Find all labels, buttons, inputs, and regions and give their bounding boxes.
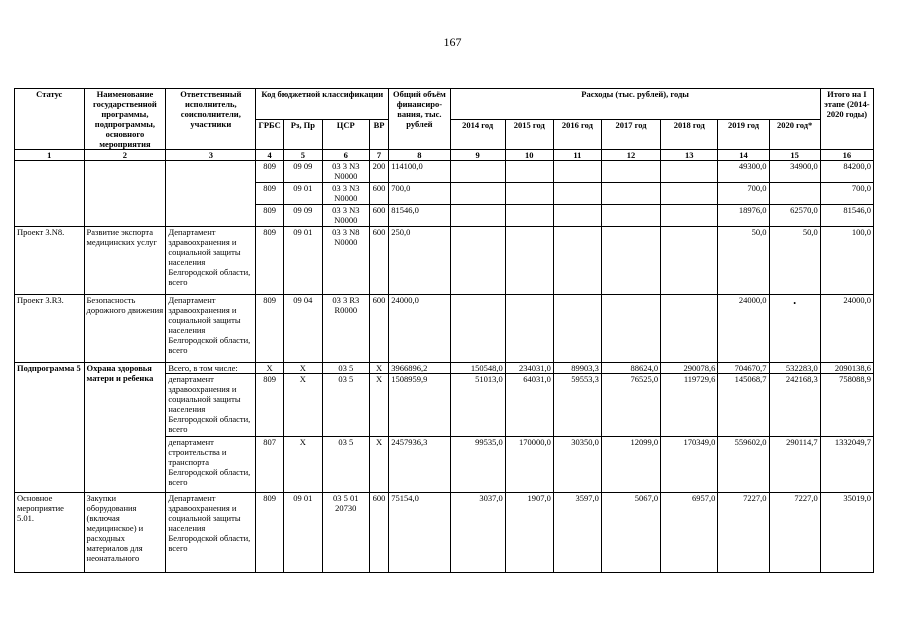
value-cell — [661, 295, 718, 363]
column-number: 10 — [505, 150, 553, 161]
csr-cell: 03 3 N3 N0000 — [322, 205, 369, 227]
rz-pr-cell: X — [283, 437, 322, 493]
value-cell — [661, 183, 718, 205]
vr-cell: 600 — [369, 493, 388, 573]
column-number: 4 — [256, 150, 284, 161]
value-cell: 5067,0 — [601, 493, 660, 573]
rz-pr-cell: 09 04 — [283, 295, 322, 363]
table-row — [15, 295, 874, 363]
column-number: 7 — [369, 150, 388, 161]
column-number-row — [15, 150, 874, 161]
value-cell: 49300,0 — [718, 161, 769, 183]
value-cell — [505, 161, 553, 183]
value-cell: 1907,0 — [505, 493, 553, 573]
rz-pr-cell: 09 01 — [283, 183, 322, 205]
program-name-cell: Безопасность дорожного движения — [84, 295, 166, 363]
value-cell — [601, 161, 660, 183]
header-year-2016: 2016 год — [553, 119, 601, 150]
executor-cell: департамент здравоохранения и социальной защиты населения Белгородской области, всего — [166, 374, 256, 437]
executor-cell: Департамент здравоохранения и социальной защиты населения Белгородской области, всего — [166, 227, 256, 295]
value-cell — [661, 205, 718, 227]
value-cell: 30350,0 — [553, 437, 601, 493]
column-number: 8 — [389, 150, 450, 161]
value-cell — [661, 227, 718, 295]
header-csr: ЦСР — [322, 119, 369, 150]
value-cell: 119729,6 — [661, 374, 718, 437]
grbs-cell: 809 — [256, 295, 284, 363]
header-rz-pr: Рз, Пр — [283, 119, 322, 150]
vr-cell: 200 — [369, 161, 388, 183]
value-cell: 99535,0 — [450, 437, 505, 493]
value-cell: 290078,6 — [661, 363, 718, 374]
csr-cell: 03 5 01 20730 — [322, 493, 369, 573]
column-number: 2 — [84, 150, 166, 161]
csr-cell: 03 5 — [322, 363, 369, 374]
vr-cell: 600 — [369, 295, 388, 363]
value-cell: 62570,0 — [769, 205, 820, 227]
status-cell: Проект 3.N8. — [15, 227, 85, 295]
value-cell — [553, 227, 601, 295]
csr-cell: 03 3 R3 R0000 — [322, 295, 369, 363]
value-cell — [450, 161, 505, 183]
table-row — [15, 363, 874, 374]
value-cell — [601, 205, 660, 227]
stage-total-cell: 700,0 — [820, 183, 873, 205]
value-cell: 150548,0 — [450, 363, 505, 374]
stage-total-cell: 24000,0 — [820, 295, 873, 363]
value-cell: 700,0 — [718, 183, 769, 205]
value-cell: 532283,0 — [769, 363, 820, 374]
value-cell — [505, 227, 553, 295]
column-number: 3 — [166, 150, 256, 161]
header-executor: Ответственный исполнитель, соисполнители, участники — [166, 89, 256, 150]
value-cell — [505, 183, 553, 205]
status-cell — [15, 161, 85, 227]
total-cell: 1508959,9 — [389, 374, 450, 437]
header-expenses: Расходы (тыс. рублей), годы — [450, 89, 820, 120]
value-cell: 234031,0 — [505, 363, 553, 374]
total-cell: 114100,0 — [389, 161, 450, 183]
column-number: 14 — [718, 150, 769, 161]
table-row — [15, 161, 874, 183]
value-cell: 559602,0 — [718, 437, 769, 493]
vr-cell: 600 — [369, 183, 388, 205]
value-cell: 3597,0 — [553, 493, 601, 573]
vr-cell: X — [369, 437, 388, 493]
rz-pr-cell: 09 09 — [283, 161, 322, 183]
rz-pr-cell: 09 01 — [283, 493, 322, 573]
stage-total-cell: 2090138,6 — [820, 363, 873, 374]
value-cell: 7227,0 — [718, 493, 769, 573]
csr-cell: 03 5 — [322, 374, 369, 437]
column-number: 11 — [553, 150, 601, 161]
column-number: 15 — [769, 150, 820, 161]
value-cell: 3037,0 — [450, 493, 505, 573]
value-cell: 51013,0 — [450, 374, 505, 437]
vr-cell: 600 — [369, 227, 388, 295]
total-cell: 3966896,2 — [389, 363, 450, 374]
rz-pr-cell: 09 09 — [283, 205, 322, 227]
value-cell — [769, 295, 820, 363]
value-cell — [601, 295, 660, 363]
header-year-2014: 2014 год — [450, 119, 505, 150]
csr-cell: 03 3 N3 N0000 — [322, 183, 369, 205]
budget-table — [14, 88, 874, 573]
value-cell: 24000,0 — [718, 295, 769, 363]
grbs-cell: 809 — [256, 161, 284, 183]
stage-total-cell: 1332049,7 — [820, 437, 873, 493]
column-number: 9 — [450, 150, 505, 161]
value-cell — [553, 205, 601, 227]
header-vr: ВР — [369, 119, 388, 150]
stage-total-cell: 100,0 — [820, 227, 873, 295]
program-name-cell — [84, 161, 166, 227]
column-number: 6 — [322, 150, 369, 161]
value-cell: 170000,0 — [505, 437, 553, 493]
header-year-2019: 2019 год — [718, 119, 769, 150]
total-cell: 2457936,3 — [389, 437, 450, 493]
value-cell: 290114,7 — [769, 437, 820, 493]
rz-pr-cell: X — [283, 374, 322, 437]
total-cell: 700,0 — [389, 183, 450, 205]
value-cell: 50,0 — [769, 227, 820, 295]
value-cell: 64031,0 — [505, 374, 553, 437]
vr-cell: X — [369, 374, 388, 437]
vr-cell: 600 — [369, 205, 388, 227]
value-cell — [450, 205, 505, 227]
grbs-cell: 809 — [256, 183, 284, 205]
program-name-cell: Охрана здоровья матери и ребенка — [84, 363, 166, 493]
value-cell: 170349,0 — [661, 437, 718, 493]
csr-cell: 03 3 N8 N0000 — [322, 227, 369, 295]
grbs-cell: 809 — [256, 374, 284, 437]
csr-cell: 03 5 — [322, 437, 369, 493]
value-cell: 18976,0 — [718, 205, 769, 227]
grbs-cell: 807 — [256, 437, 284, 493]
value-cell: 7227,0 — [769, 493, 820, 573]
status-cell: Основное мероприятие 5.01. — [15, 493, 85, 573]
grbs-cell: 809 — [256, 205, 284, 227]
grbs-cell: X — [256, 363, 284, 374]
value-cell: 89903,3 — [553, 363, 601, 374]
value-cell: 704670,7 — [718, 363, 769, 374]
value-cell: 12099,0 — [601, 437, 660, 493]
executor-cell: Всего, в том числе: — [166, 363, 256, 374]
executor-cell: Департамент здравоохранения и социальной защиты населения Белгородской области, всего — [166, 493, 256, 573]
header-grbs: ГРБС — [256, 119, 284, 150]
executor-cell: департамент строительства и транспорта Белгородской области, всего — [166, 437, 256, 493]
grbs-cell: 809 — [256, 493, 284, 573]
value-cell — [661, 161, 718, 183]
total-cell: 250,0 — [389, 227, 450, 295]
value-cell: 88624,0 — [601, 363, 660, 374]
executor-cell — [166, 161, 256, 227]
value-cell — [553, 295, 601, 363]
header-budget-code: Код бюджетной классификации — [256, 89, 389, 120]
page-number: 167 — [443, 35, 462, 49]
table-row — [15, 493, 874, 573]
stage-total-cell: 35019,0 — [820, 493, 873, 573]
header-year-2015: 2015 год — [505, 119, 553, 150]
header-status: Статус — [15, 89, 85, 150]
value-cell: 59553,3 — [553, 374, 601, 437]
header-total-volume: Общий объём финансиро-вания, тыс. рублей — [389, 89, 450, 150]
value-cell — [601, 227, 660, 295]
program-name-cell: Развитие экспорта медицинских услуг — [84, 227, 166, 295]
rz-pr-cell: X — [283, 363, 322, 374]
value-cell — [450, 183, 505, 205]
value-cell: 6957,0 — [661, 493, 718, 573]
column-number: 1 — [15, 150, 85, 161]
value-cell: 34900,0 — [769, 161, 820, 183]
total-cell: 75154,0 — [389, 493, 450, 573]
header-year-2018: 2018 год — [661, 119, 718, 150]
total-cell: 24000,0 — [389, 295, 450, 363]
value-cell: 145068,7 — [718, 374, 769, 437]
value-cell — [601, 183, 660, 205]
value-cell: 242168,3 — [769, 374, 820, 437]
program-name-cell: Закупки оборудования (включая медицинское) и расходных материалов для неонатального — [84, 493, 166, 573]
header-total-stage: Итого на I этапе (2014-2020 годы) — [820, 89, 873, 150]
total-cell: 81546,0 — [389, 205, 450, 227]
column-number: 5 — [283, 150, 322, 161]
status-cell: Подпрограмма 5 — [15, 363, 85, 493]
value-cell — [450, 295, 505, 363]
status-cell: Проект 3.R3. — [15, 295, 85, 363]
header-program-name: Наименование государственной программы, подпрограммы, основного мероприятия — [84, 89, 166, 150]
value-cell — [450, 227, 505, 295]
value-cell — [505, 205, 553, 227]
column-number: 12 — [601, 150, 660, 161]
grbs-cell: 809 — [256, 227, 284, 295]
rz-pr-cell: 09 01 — [283, 227, 322, 295]
column-number: 16 — [820, 150, 873, 161]
dot-mark: • — [793, 299, 797, 308]
table-row — [15, 227, 874, 295]
executor-cell: Департамент здравоохранения и социальной защиты населения Белгородской области, всего — [166, 295, 256, 363]
stage-total-cell: 758088,9 — [820, 374, 873, 437]
stage-total-cell: 81546,0 — [820, 205, 873, 227]
column-number: 13 — [661, 150, 718, 161]
value-cell — [553, 183, 601, 205]
stage-total-cell: 84200,0 — [820, 161, 873, 183]
header-year-2017: 2017 год — [601, 119, 660, 150]
vr-cell: X — [369, 363, 388, 374]
value-cell — [769, 183, 820, 205]
csr-cell: 03 3 N3 N0000 — [322, 161, 369, 183]
value-cell — [553, 161, 601, 183]
value-cell — [505, 295, 553, 363]
header-year-2020: 2020 год* — [769, 119, 820, 150]
value-cell: 50,0 — [718, 227, 769, 295]
value-cell: 76525,0 — [601, 374, 660, 437]
